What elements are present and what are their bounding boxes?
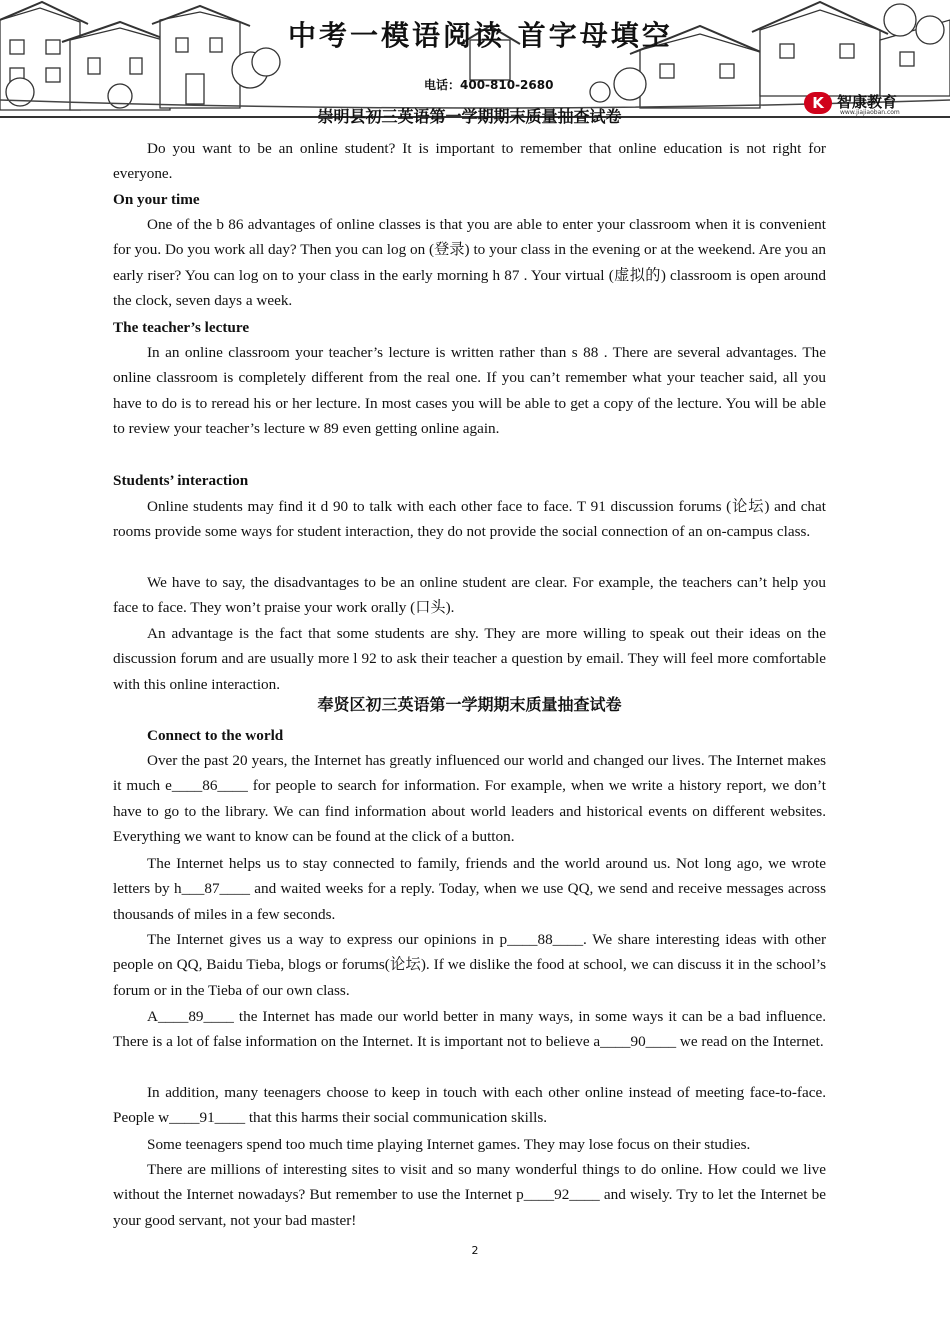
- paragraph: Over the past 20 years, the Internet has greatly influenced our world and changed our lives. The Internet makes it much e____86____ for people to search for information. For example, when we write a history report, we don’t have to go to the library. We can find information about world leaders and historical events on different websites. Everything we want to know can be found at the click of a button.: [113, 752, 826, 846]
- banner-phone: 电话：400-810-2680: [424, 78, 554, 92]
- paragraph: A____89____ the Internet has made our world better in many ways, in some ways it can be a bad influence. There is a lot of false information on the Internet. It is important not to believe a____90____ we read on the Internet.: [113, 1008, 826, 1051]
- page-number: 2: [471, 1244, 479, 1257]
- section-title: 奉贤区初三英语第一学期期末质量抽查试卷: [317, 695, 622, 714]
- logo-k-icon: K: [804, 92, 832, 114]
- section-title: 崇明县初三英语第一学期期末质量抽查试卷: [317, 107, 622, 126]
- paragraph: In an online classroom your teacher’s lecture is written rather than s 88 . There are several advantages. The online classroom is completely different from the real one. If you can’t remember what your teacher said, all you have to do is to reread his or her lecture. In most cases you will be able to get a copy of the lecture. You will be able to review your teacher’s lecture w 89 even getting online again.: [113, 344, 826, 438]
- subheading: Connect to the world: [147, 727, 284, 744]
- logo-name: 智康教育: [837, 93, 898, 111]
- header-banner: [0, 0, 950, 118]
- subheading: Students’ interaction: [113, 472, 249, 489]
- paragraph: Some teenagers spend too much time playing Internet games. They may lose focus on their studies.: [147, 1136, 751, 1153]
- paragraph: There are millions of interesting sites to visit and so many wonderful things to do online. How could we live without the Internet nowadays? But remember to use the Internet p____92____ and wisely. Try to let the Internet be your good servant, not your bad master!: [113, 1161, 826, 1229]
- subheading: The teacher’s lecture: [113, 319, 250, 336]
- paragraph: In addition, many teenagers choose to keep in touch with each other online instead of meeting face-to-face. People w____91____ that this harms their social communication skills.: [113, 1084, 826, 1127]
- paragraph: Do you want to be an online student? It is important to remember that online education is not right for everyone.: [113, 140, 826, 183]
- paragraph: The Internet helps us to stay connected to family, friends and the world around us. Not long ago, we wrote letters by h___87____ and waited weeks for a reply. Today, when we use QQ, we send and receive messages across thousands of miles in a few seconds.: [113, 855, 826, 923]
- paragraph: Online students may find it d 90 to talk with each other face to face. T 91 discussion forums (论坛) and chat rooms provide some ways for student interaction, they do not provide the social connection of an on-campus class.: [113, 498, 826, 541]
- paragraph: An advantage is the fact that some students are shy. They are more willing to speak out their ideas on the discussion forum and are usually more l 92 to ask their teacher a question by email. They will feel more comfortable with this online interaction.: [113, 625, 826, 693]
- banner-title: 中考一模语阅读 首字母填空: [288, 19, 673, 52]
- paragraph: One of the b 86 advantages of online classes is that you are able to enter your classroom when it is convenient for you. Do you work all day? Then you can log on (登录) to your class in the evening or at the weekend. Are you an early riser? You can log on to your class in the early morning h 87 . Your virtual (虚拟的) classroom is open around the clock, seven days a week.: [113, 216, 826, 310]
- paragraph: The Internet gives us a way to express our opinions in p____88____. We share interesting ideas with other people on QQ, Baidu Tieba, blogs or forums(论坛). If we dislike the food at school, we can discuss it in the school’s forum or in the Tieba of our own class.: [113, 931, 826, 999]
- paragraph: We have to say, the disadvantages to be an online student are clear. For example, the teachers can’t help you face to face. They won’t praise your work orally (口头).: [113, 574, 826, 617]
- logo-site: www.jiajiaoban.com: [840, 109, 900, 116]
- subheading: On your time: [113, 191, 200, 208]
